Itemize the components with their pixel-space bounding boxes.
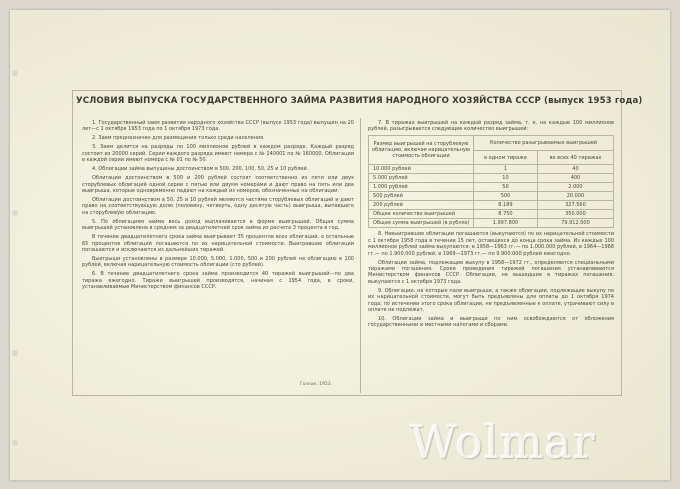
prize-count-all: 40	[537, 165, 613, 174]
column-divider	[360, 118, 361, 393]
punch-hole	[12, 440, 18, 446]
total-sum-one: 1.997.800	[474, 219, 538, 228]
prize-count-one: 8.189	[474, 201, 538, 210]
prize-count-one: 50	[474, 183, 538, 192]
paragraph: 1. Государственный заем развития народного хозяйства СССР (выпуск 1953 года) выпущен на 20 лет—с 1 октября 1953 года по 1 октября 1973 года.	[82, 120, 354, 133]
total-count-all: 350.000	[537, 210, 613, 219]
prize-label: 500 рублей	[369, 192, 474, 201]
paragraph: 4. Облигации займа выпущены достоинством в 500, 200, 100, 50, 25 и 10 рублей.	[92, 166, 309, 173]
paragraph: 7. В тиражах выигрышей на каждый разряд займа, т. е. на каждые 100 миллионов рублей, разыгрывается следующее количество выигрышей:	[368, 120, 614, 133]
table-header-all-draws: во всех 40 тиражах	[537, 150, 613, 165]
prize-label: 200 рублей	[369, 201, 474, 210]
right-column	[368, 120, 614, 331]
prize-count-all: 400	[537, 174, 613, 183]
punch-hole	[12, 350, 18, 356]
prize-count-one: 1	[474, 165, 538, 174]
table-total-row	[369, 210, 614, 219]
paragraph: 10. Облигации займа и выигрыши по ним освобождаются от обложения государственными и местными налогами и сборами.	[368, 316, 614, 329]
paragraph: В течение двадцатилетнего срока займа выигрывает 35 процентов всех облигаций, а остальные 65 процентов облигаций погашаются по их нарицательной стоимости. Выигравшие облигации погашаются и исключаются из дальнейших тиражей.	[82, 234, 354, 254]
document-title: УСЛОВИЯ ВЫПУСКА ГОСУДАРСТВЕННОГО ЗАЙМА РАЗВИТИЯ НАРОДНОГО ХОЗЯЙСТВА СССР (выпуск 1953 года)	[76, 96, 643, 106]
paragraph: 8. Невыигравшие облигации погашаются (выкупаются) по их нарицательной стоимости с 1 октября 1958 года в течение 15 лет, оставшихся до конца срока займа. Из каждых 100 миллионов рублей займа выкупаются: в 1958—1963 гг.— по 1.000.000 рублей, в 1964—1968 гг.— по 1.900.000 рублей, в 1969—1973 гг.— по 9.900.000 рублей ежегодно.	[368, 231, 614, 257]
table-total-row	[369, 219, 614, 228]
paragraph: 6. В течение двадцатилетнего срока займа производится 40 тиражей выигрышей—по два тиража ежегодно. Тиражи выигрышей производятся, начиная с 1954 года, в сроки, устанавливаемые Министерством финансов СССР.	[82, 271, 354, 291]
paragraph: Облигации достоинством в 50, 25 и 10 рублей являются частями сторублевых облигаций и дают право на соответствующую долю (половину, четверть, одну десятую часть) выигрыша, выпавшего на сторублевую облигацию.	[82, 197, 354, 216]
prize-label: 10.000 рублей	[369, 165, 474, 174]
table-row	[369, 192, 614, 201]
paragraph: Облигации достоинством в 500 и 200 рублей состоят соответственно из пяти или двух сторублевых облигаций одной серии с пятью или двумя номерами и дают право на пять или два выигрыша, которые одновременно падают на каждый из номеров, обозначенных на облигации.	[82, 175, 354, 195]
left-column	[82, 120, 354, 293]
printer-imprint: Гознак. 1953.	[300, 382, 333, 387]
table-row	[369, 183, 614, 192]
paragraph: Выигрыши установлены в размере 10.000, 5.000, 1.000, 500 и 200 рублей на облигацию в 100 рублей, включая нарицательную стоимость облигации (сто рублей).	[82, 256, 354, 269]
total-count-one: 8.750	[474, 210, 538, 219]
table-header-count: Количество разыгрываемых выигрышей	[474, 136, 614, 151]
paragraph: 3. Заем делится на разряды по 100 миллионов рублей в каждом разряде. Каждый разряд состоит из 20000 серий. Серии каждого разряда имеют номера с № 140001 по № 160000. Облигации в каждой серии имеют номера с № 01 по № 50.	[82, 144, 354, 164]
punch-hole	[12, 70, 18, 76]
watermark: Wolmar	[410, 415, 596, 469]
paragraph: Облигации займа, подлежащие выкупу в 1958—1972 гг., определяются специальными тиражами погашения. Сроки проведения тиражей погашения устанавливаются Министерством финансов СССР. Облигации, не вышедшие в тиражах погашения, выкупаются с 1 октября 1973 года.	[368, 259, 614, 285]
table-header-one-draw: в одном тираже	[474, 150, 538, 165]
paragraph: 5. По облигациям займа весь доход выплачивается в форме выигрышей. Общая сумма выигрышей установлена в среднем за двадцатилетний срок займа из расчета 3 процента в год.	[82, 218, 354, 232]
total-sum-all: 79.912.000	[537, 219, 613, 228]
prize-label: 5.000 рублей	[369, 174, 474, 183]
prize-count-all: 327.560	[537, 201, 613, 210]
paragraph: 2. Заем предназначен для размещения только среди населения.	[92, 135, 265, 142]
total-sum-label: Общая сумма выигрышей (в рублях)	[369, 219, 474, 228]
paragraph: 9. Облигации, на которые пали выигрыши, а также облигации, подлежащие выкупу по их нарицательной стоимости, могут быть предъявлены для оплаты до 1 октября 1974 года; по истечении этого срока облигации, не предъявленные к оплате, утрачивают силу в оплате не подлежат.	[368, 287, 614, 314]
prize-count-all: 20.000	[537, 192, 613, 201]
table-header-prize-size: Размер выигрышей на сторублевую облигацию, включая нарицательную стоимость облигации	[369, 136, 474, 165]
table-row	[369, 174, 614, 183]
table-row	[369, 165, 614, 174]
prize-label: 1.000 рублей	[369, 183, 474, 192]
total-count-label: Общее количество выигрышей	[369, 210, 474, 219]
prize-table	[368, 135, 614, 228]
punch-hole	[12, 210, 18, 216]
prize-count-one: 500	[474, 192, 538, 201]
prize-count-all: 2.000	[537, 183, 613, 192]
prize-count-one: 10	[474, 174, 538, 183]
table-row	[369, 201, 614, 210]
